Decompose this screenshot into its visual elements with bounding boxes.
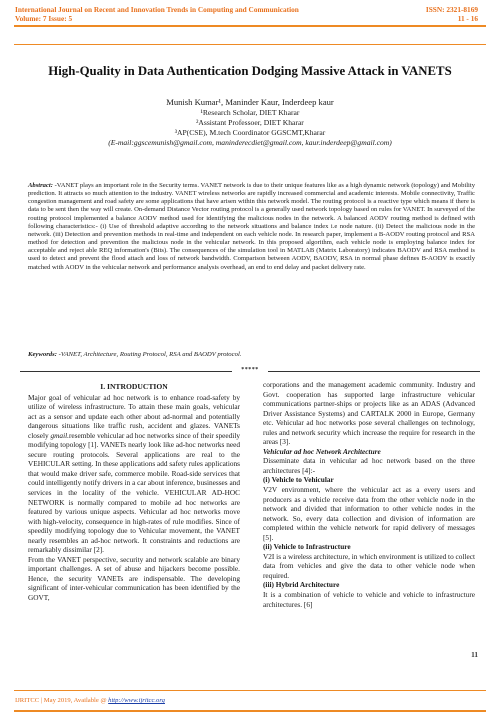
v2i-heading: (ii) Vehicle to Infrastructure	[263, 542, 351, 552]
header-rule	[14, 25, 486, 27]
intro-text-em: gmail.	[50, 430, 69, 440]
hybrid-paragraph: It is a combination of vehicle to vehicle and vehicle to infrastructure architectures. [6]	[263, 590, 475, 609]
journal-name: International Journal on Recent and Innovation Trends in Computing and Communication	[15, 5, 299, 14]
affiliation-2: ²Assistant Professoer, DIET Kharar	[196, 118, 304, 127]
issn: ISSN: 2321-8169	[425, 5, 478, 14]
author-emails: (E-mail:ggscemunish@gmail.com, maninderecdiet@gmail.com, kaur.inderdeep@gmail.com)	[108, 138, 392, 147]
v2v-heading: (i) Vehicle to Vehicular	[263, 475, 334, 485]
architecture-subheading: Vehicular ad hoc Network Architecture	[263, 446, 381, 456]
abstract-label: Abstract:	[28, 182, 53, 189]
abstract-text: -VANET plays an important role in the Security terms. VANET network is due to their unique features like as a high dynamic network (topology) and Mobility prediction. It attracts so much attention to the industry. VANET wireless networks are rapidly increased commercial and academic interests. Mobile connectivity, Traffic congestion management and road safety are some applications that have arisen within this network model. The routing protocol is a reactive type which means if there is data to be sent then the way will create. On-demand Distance Vector routing protocol is a generally used network topology based on rules for VANET. In surveyed of the routing protocol implemented a balance AODV method used for identifying the malicious nodes in the network. A balanced AODV routing method is defined with following characteristics:- (i) Use of threshold adaptive according to the network situations and balance index i.e node nature. (ii) Detect the malicious node in the network. (iii) Detection and prevention methods in real-time and independent on each vehicle node. In research paper, implement a B-AODV routing protocol and RSA method for detection and prevention the malicious node in the vehicular network. In this proposed algorithm, each vehicle node is employing balance index for acceptable and reject able REQ information's (Bits). The consequences of the simulation tool in MATLAB (Matrix Laboratory) indicates BAODV and RSA method is used to detect and prevent the flood attach and loss of network bandwidth. Comparison between AODV, BAODV, RSA in normal phase defines B-AODV is exactly matched with AODV in the vehicular network and performance analysis overhead, an end to end delay and packet delivery rate.	[28, 182, 475, 271]
issn-header	[368, 5, 478, 23]
separator-stars: *****	[241, 367, 259, 373]
footer	[15, 697, 165, 704]
keywords-text: -VANET, Architecture, Routing Protocol, RSA and BAODV protocol.	[56, 351, 242, 358]
right-paragraph-2: Disseminate data in vehicular ad hoc network based on the three architectures [4]:-	[263, 456, 475, 475]
affiliation-1: ¹Research Scholar, DIET Kharar	[200, 108, 300, 117]
hybrid-heading: (iii) Hybrid Architecture	[263, 580, 340, 590]
affiliation-3: ³AP(CSE), M.tech Coordinator GGSCMT,Kharar	[174, 128, 326, 137]
v2i-paragraph: V2I is a wireless architecture, in which environment is utilized to collect data from vehicles and give the data to other vehicle node when required.	[263, 551, 475, 580]
author-names: Munish Kumar¹, Maninder Kaur, Inderdeep kaur	[166, 97, 334, 107]
footer-rule-bottom	[14, 710, 486, 712]
journal-link[interactable]: http://www.ijritcc.org	[108, 697, 165, 704]
keywords-label: Keywords:	[28, 351, 57, 358]
introduction-heading: I. INTRODUCTION	[100, 382, 168, 391]
v2v-paragraph: V2V environment, where the vehicular act as a every users and producers as a vehicle receive data from the other vehicle node in the network and divided that information to other vehicle nodes in the network. So, every data collection and division of information are completed within the vehicle network for rapid delivery of messages [5].	[263, 485, 475, 542]
intro-paragraph-2: From the VANET perspective, security and network scalable are binary important challenges. A set of abuse and hijackers become possible. Hence, the security VANETs are indispensable. The developing significant of inter-vehicular communication has been identified by the GOVT,	[28, 554, 240, 603]
intro-text-a: Major goal of vehicular ad hoc network is to enhance road-safety by utilize of wireless infrastructure. To attain these main goals, vehicular act as a sensor and update each other about ad-normal and potentially dangerous situations like traffic rush, accident and glazes. VANETs closely	[28, 392, 240, 440]
footer-rule	[14, 690, 486, 691]
paper-title: High-Quality in Data Authentication Dodging Massive Attack in VANETS	[48, 64, 452, 78]
journal-header	[15, 5, 345, 23]
page-number: 11	[471, 650, 478, 659]
page-range: 11 - 16	[457, 14, 478, 23]
author-block	[20, 96, 480, 148]
right-paragraph-1: corporations and the management academic community. Industry and Govt. cooperation has supported large infrastructure vehicular communications partner-ships or projects like as an ADAS (Advanced Driver Assistance Systems) and CARTALK 2000 in Europe, Germany etc. Vehicular ad hoc networks pose several challenges on technology, rules and network security which increase the require for research in the areas [3].	[263, 380, 475, 447]
left-column	[28, 382, 240, 603]
separator-line-right	[268, 371, 480, 372]
footer-text: IJRITCC | May 2019, Available @	[15, 697, 109, 704]
right-column	[263, 380, 475, 609]
header-rule-secondary	[14, 44, 486, 45]
intro-paragraph-1	[28, 393, 240, 555]
journal-volume: Volume: 7 Issue: 5	[15, 14, 73, 23]
abstract	[28, 182, 475, 272]
keywords	[28, 351, 475, 358]
intro-text-b: resemble vehicular ad hoc networks since of their speedily modifying topology [1]. VANETs nearly look like ad-hoc networks need secure routing protocols. Several applications are real to the VEHICULAR setting. In these applications add safety rules applications that would make driver safe, commerce mobile. Road-side services that could intelligently notify drivers in a car about inference, businesses and services in the locality of the vehicle. VEHICULAR AD-HOC NETWORK is normally compared to mobile ad hoc networks are featured by various unique aspects. Vehicular ad hoc networks move with high-velocity, consequence in high-rates of rule modifies. Since of speedily modifying topology due to Vehicular movement, the VANET nearly resembles an ad-hoc network. It constraints and reductions are remarkably dissimilar [2].	[28, 430, 240, 555]
